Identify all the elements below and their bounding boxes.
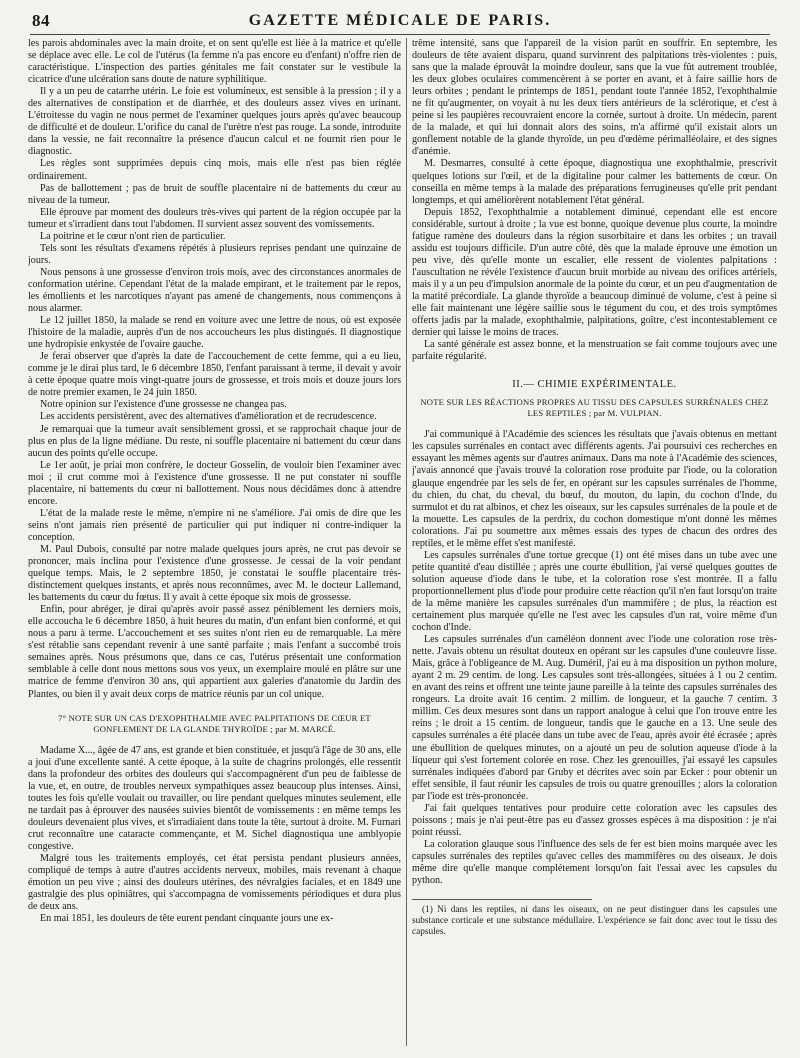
paragraph: Pas de ballottement ; pas de bruit de souffle placentaire ni de battements du cœur au niveau de la tumeur. (28, 182, 401, 206)
paragraph: Enfin, pour abréger, je dirai qu'après avoir passé assez péniblement les derniers mois, elle accoucha le 6 décembre 1850, à huit heures du matin, d'un enfant bien conformé, et qui nous a paru à terme. L'accouchement et ses suites n'ont rien eu de remarquable. La mère s'est rétablie sans cependant revenir à une santé parfaite ; mais l'enfant a succombé trois semaines après. Nous présumons que, dans ce cas, l'utérus présentait une conformation semblable à celle dont nous mettons sous vos yeux, un exemplaire moulé en plâtre sur une matrice de femme d'environ 30 ans, qui appartient aux galeries d'anatomie du Jardin des Plantes, ou bien il y avait deux corps de matrice réunis par un col unique. (28, 604, 401, 700)
journal-title: GAZETTE MÉDICALE DE PARIS. (248, 12, 552, 29)
paragraph: Les capsules surrénales d'une tortue grecque (1) ont été mises dans un tube avec une petite quantité d'eau distillée ; après une courte ébullition, j'ai versé quelques gouttes de solution aqueuse d'iode dans le tube, et la coloration rose s'est montrée. Il a fallu proportionnellement plus d'iode pour produire cette réaction qu'il n'en faut lorsqu'on traite de la même manière les capsules surrénales d'un mammifère ; de plus, la réaction est certainement plus marquée qu'elle ne l'est avec les capsules d'un rat, voire même d'un cochon d'Inde. (412, 549, 777, 634)
paragraph: Elle éprouve par moment des douleurs très-vives qui partent de la région occupée par la tumeur et s'irradient dans tout l'abdomen. Il survient assez souvent des vomissements. (28, 206, 401, 230)
page-header (30, 8, 770, 35)
paragraph: Nous pensons à une grossesse d'environ trois mois, avec des circonstances anormales de conformation utérine. Cependant l'état de la malade empirant, et le traitement par le repos, les émollients et les narcotiques n'ayant pas amené de changements, nous commençons à nous alarmer. (28, 266, 401, 315)
left-column (28, 38, 401, 1048)
paragraph: M. Paul Dubois, consulté par notre malade quelques jours après, ne crut pas devoir se prononcer, mais inclina pour l'existence d'une grossesse. Je cessai de la voir pendant quelque temps. Mais, le 2 septembre 1850, je constatai le souffle placentaire très-distinctement quelques instants, et après nous reconnûmes, avec M. le docteur Lallemand, les battements du cœur du fœtus. Il y avait à cette époque six mois de grossesse. (28, 543, 401, 604)
footnote: (1) Ni dans les reptiles, ni dans les oiseaux, on ne peut distinguer dans les capsules une substance corticale et une substance médullaire. L'expérience se fait donc avec tout le tissu des capsules. (412, 905, 777, 938)
paragraph: Je remarquai que la tumeur avait sensiblement grossi, et se rapprochait chaque jour de plus en plus de la ligne médiane. Du reste, ni souffle placentaire ni battement du cœur dans aucun des points qu'elle occupe. (28, 423, 401, 459)
paragraph: L'état de la malade reste le même, n'empire ni ne s'améliore. J'ai omis de dire que les seins n'ont jamais rien présenté de particulier qui put indiquer ni contre-indiquer la conception. (28, 507, 401, 543)
footnote-divider (412, 899, 592, 900)
paragraph: Malgré tous les traitements employés, cet état persista pendant plusieurs années, compliqué de temps à autre d'autres accidents nerveux, mobiles, mais revenant à chaque émotion un peu vive ; ainsi des douleurs utérines, des névralgies faciales, et en 1849 une gastralgie des plus opiniâtres, qui s'accompagna de vomissements périodiques et dura plus de deux ans. (28, 853, 401, 913)
paragraph: J'ai communiqué à l'Académie des sciences les résultats que j'avais obtenus en mettant les capsules surrénales en contact avec différents agents. J'ai poursuivi ces recherches en essayant les mêmes agents sur d'autres animaux. Dans ma note à l'Académie des sciences, j'avais annoncé que j'avais trouvé la coloration rose produite par l'iode, ou la coloration glauque engendrée par les sels de fer, en opérant sur les capsules surrénales de l'homme, du chien, du chat, du cheval, du bœuf, du mouton, du lapin, du cochon d'Inde, du surmulot et du rat albinos, et chez les oiseaux, sur les capsules surrénales de la poule et de la mouette. Les capsules de la perdrix, du cochon domestique m'ont donné les mêmes colorations. J'ai pu soumettre aux mêmes essais des types de chacun des ordres des reptiles, et le même effet s'est manifesté. (412, 429, 777, 549)
paragraph: Le 12 juillet 1850, la malade se rend en voiture avec une lettre de nous, où est exposée l'histoire de la maladie, auprès d'un de nos accoucheurs les plus distingués. Il diagnostique une hydropisie enkystée de l'ovaire gauche. (28, 315, 401, 351)
paragraph: La santé générale est assez bonne, et la menstruation se fait comme toujours avec une parfaite régularité. (412, 339, 777, 363)
page-number: 84 (32, 11, 50, 30)
paragraph: Les capsules surrénales d'un caméléon donnent avec l'iode une coloration rose très-nette. J'avais obtenu un résultat douteux en opérant sur les capsules d'une couleuvre lisse. Mais, grâce à l'obligeance de M. Aug. Duméril, j'ai eu à ma disposition un python molure, ayant 2 m. 29 centim. de long. Les capsules sont très-allongées, situées à 1 ou 2 centim. en avant des reins et offrent une teinte jaune pareille à la teinte des capsules surrénales des rongeurs. La droite avait 16 centim. 2 millim. de longueur, et la gauche 7 centim. 3 millim. Ces deux mesures sont dans un rapport analogue à celui que l'on trouve entre les reins ; le droit a 15 centim. de longueur, tandis que le gauche en a 13. Une seule des capsules surrénales a été placée dans un tube avec de l'eau, après avoir été écrasée ; après une ébullition de quelques minutes, on a ajouté un peu de solution aqueuse d'iode à la liqueur qui s'est fortement colorée en rose. Chez les grenouilles, j'ai essayé les capsules surrénales indiquées d'abord par Gruby et décrites avec soin par Ecker : pour obtenir un effet sensible, il faut réunir les capsules de trois ou quatre grenouilles ; alors la coloration par l'iode est très-prononcée. (412, 634, 777, 802)
right-column (412, 38, 777, 1048)
paragraph: Notre opinion sur l'existence d'une grossesse ne changea pas. (40, 399, 287, 411)
paragraph: les parois abdominales avec la main droite, et on sent qu'elle est liée à la matrice et qu'elle se déplace avec elle. Le col de l'utérus (la femme n'a pas encore eu d'enfant) n'offre rien de caractéristique. L'inspection des parties génitales me fait constater sur le vestibule la cicatrice d'une ulcération sans doute de nature syphilitique. (28, 38, 401, 86)
paragraph: La poitrine et le cœur n'ont rien de particulier. (40, 230, 226, 242)
paragraph: Les règles sont supprimées depuis cinq mois, mais elle n'est pas bien réglée ordinairement. (28, 158, 401, 182)
paragraph: Depuis 1852, l'exophthalmie a notablement diminué, cependant elle est encore considérable, surtout à droite ; la vue est bonne, quoique devenue plus courte, la moindre fatigue ramène des douleurs dans la région susorbitaire et dans les orbites ; un travail assidu est toujours difficile. D'un autre côté, dès que la malade éprouve une émotion un peu vive, dès qu'elle monte un escalier, elle ressent de violentes palpitations : l'auscultation ne révèle l'existence d'aucun bruit morbide au niveau des orifices artériels, mais il y a un peu d'impulsion anormale de la pointe du cœur, et un peu d'augmentation de la matité précordiale. La glande thyroïde a beaucoup diminué de volume, c'est à peine si elle fait maintenant une légère saillie sous le tégument du cou, et des trois symptômes offerts jadis par la malade, exophthalmie, palpitations, goître, c'est incontestablement ce dernier qui laisse le moins de traces. (412, 206, 777, 339)
paragraph: La coloration glauque sous l'influence des sels de fer est bien moins marquée avec les capsules surrénales des reptiles qu'avec celles des mammifères ou des oiseaux. Je dois même dire qu'elle manque complétement lorsqu'on fait l'essai avec les capsules du python. (412, 838, 777, 887)
column-divider (406, 38, 407, 1046)
article-title: 7° NOTE SUR UN CAS D'EXOPHTHALMIE AVEC PALPITATIONS DE CŒUR ET GONFLEMENT DE LA GLANDE THYROÏDE ; par M. MARCÉ. (58, 712, 371, 734)
paragraph: Je ferai observer que d'après la date de l'accouchement de cette femme, qui a eu lieu, comme je le dirai plus tard, le 6 décembre 1850, l'enfant paraissant à terme, il devait y avoir à cette époque quatre mois vingt-quatre jours de grossesse, et trois mois et douze jours lors de notre premier examen, le 24 juin 1850. (28, 351, 401, 399)
paragraph: Tels sont les résultats d'examens répétés à plusieurs reprises pendant une quinzaine de jours. (28, 242, 401, 266)
paragraph: J'ai fait quelques tentatives pour produire cette coloration avec les capsules des poissons ; mais je n'ai peut-être pas eu d'assez grosses espèces à ma disposition : je n'ai point réussi. (412, 802, 777, 838)
article-title: NOTE SUR LES RÉACTIONS PROPRES AU TISSU DES CAPSULES SURRÉNALES CHEZ LES REPTILES ; par M. VULPIAN. (420, 397, 769, 419)
paragraph: Les accidents persistèrent, avec des alternatives d'amélioration et de recrudescence. (40, 411, 377, 423)
paragraph: Le 1er août, je priai mon confrère, le docteur Gosselin, de vouloir bien l'examiner avec moi ; il crut comme moi à l'existence d'une grossesse. Il ne put constater ni souffle placentaire, ni battements du cœur ni ballottement. Nous nous décidâmes donc à attendre encore. (28, 459, 401, 507)
paragraph: Il y a un peu de catarrhe utérin. Le foie est volumineux, est sensible à la pression ; il y a des alternatives de constipation et de diarrhée, et des douleurs assez vives en urinant. L'étroitesse du vagin ne nous permet de l'examiner quelques jours après qu'avec beaucoup de difficulté et de douleur. L'orifice du canal de l'urètre n'est pas rouge. La sonde, introduite dans la vessie, ne fait reconnaître la présence d'aucun calcul et ne fournit rien pour le diagnostic. (28, 86, 401, 158)
paragraph: M. Desmarres, consulté à cette époque, diagnostiqua une exophthalmie, prescrivit quelques lotions sur l'œil, et de la digitaline pour calmer les battements de cœur. On conseilla en même temps à la malade des préparations ferrugineuses qu'elle prit pendant longtemps, et qui améliorèrent notablement l'état général. (412, 158, 777, 206)
paragraph: trême intensité, sans que l'appareil de la vision parût en souffrir. En septembre, les douleurs de tête avaient disparu, quand survinrent des palpitations très-violentes : puis, sans que la malade éprouvât la moindre douleur, sans que la vue fût autrement troublée, les deux globes oculaires commencèrent à se porter en avant, et à faire saillie hors de leurs orbites ; pendant le printemps de 1851, pendant toute l'année 1852, l'exophthalmie ne fit qu'augmenter, on voyait à nu les deux tiers antérieurs de la sclérotique, et c'est à peine si les paupières recouvraient encore la cornée, surtout à droite. Un médecin, parent de la malade, et qui lui donnait alors des soins, m'a affirmé qu'il existait alors un gonflement notable de la glande thyroïde, un peu d'œdème périmalléolaire, et des signes d'anémie. (412, 38, 777, 158)
section-title: II.— CHIMIE EXPÉRIMENTALE. (512, 379, 677, 391)
paragraph: En mai 1851, les douleurs de tête eurent pendant cinquante jours une ex- (40, 913, 334, 925)
paragraph: Madame X..., âgée de 47 ans, est grande et bien constituée, et jusqu'à l'âge de 30 ans, elle a joui d'une excellente santé. A cette époque, à la suite de chagrins prolongés, elle ressentit dans la profondeur des orbites des douleurs qui s'accompagnèrent d'un peu de faiblesse de la vue, et, en outre, de troubles nerveux sympathiques assez beaucoup plus intenses. Ainsi, toutes les fois qu'elle voulait ou travailler, ou lire pendant quelques minutes seulement, elle ne tardait pas à éprouver des nausées suivies bientôt de vomissements : en même temps les douleurs devenaient plus vives, et s'irradiaient dans toute la tête, surtout à droite. M. Furnari crut reconnaître une cataracte commençante, et M. Sichel diagnostiqua une amblyopie congestive. (28, 744, 401, 852)
